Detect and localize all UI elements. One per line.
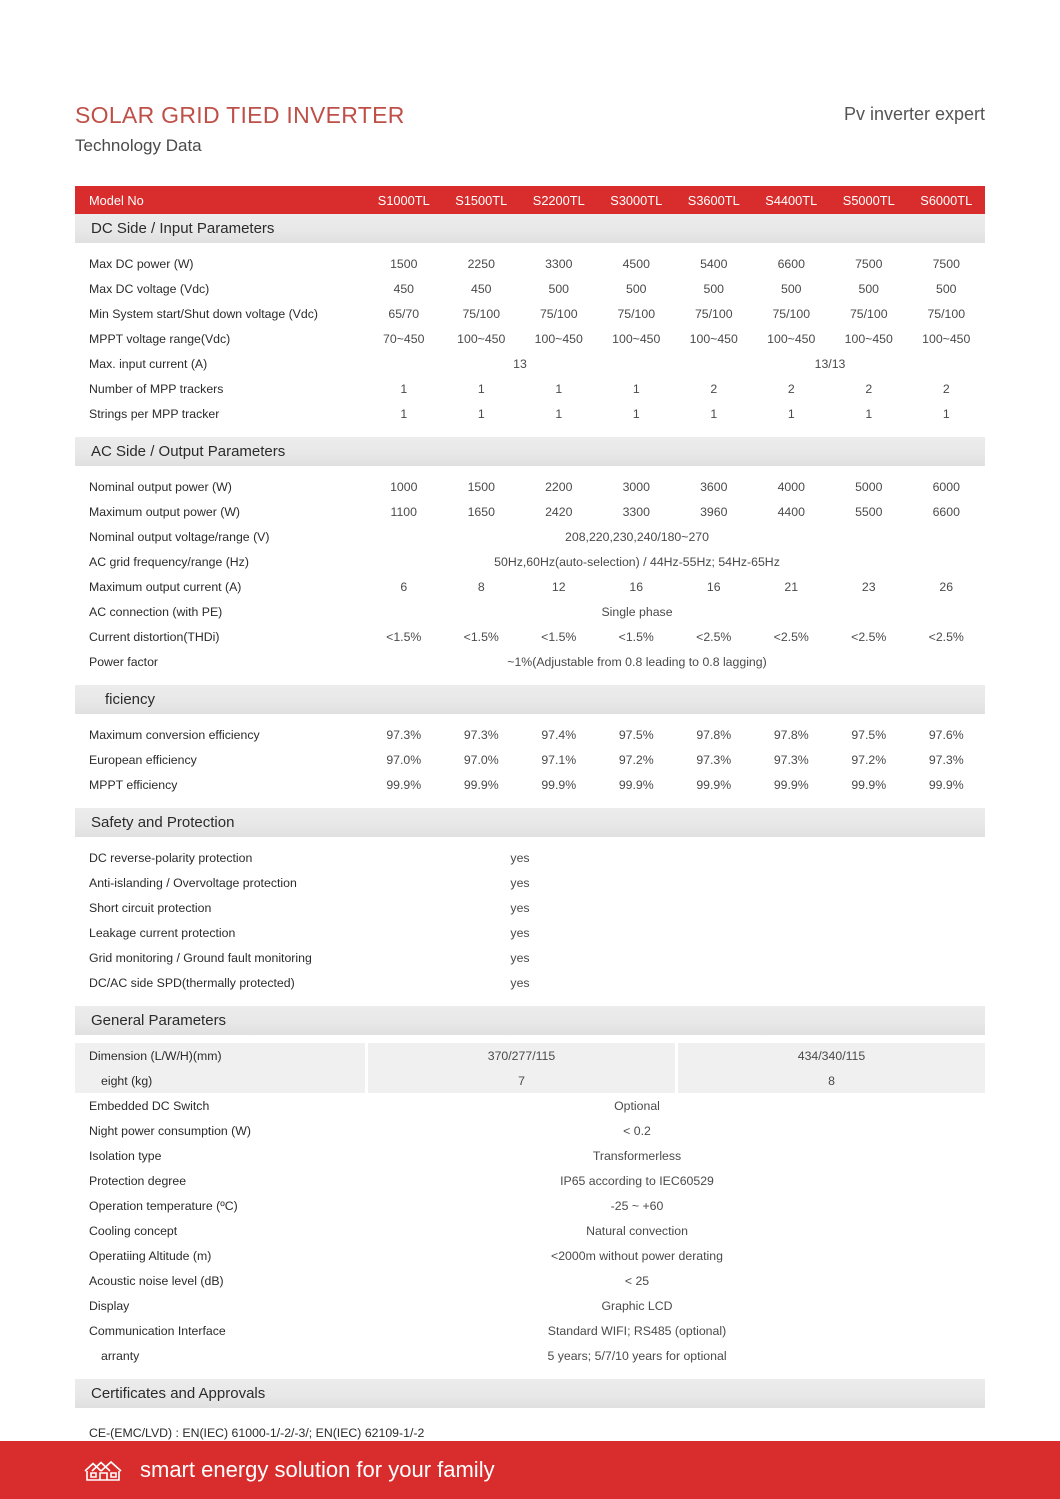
model-column-header: S3600TL xyxy=(687,192,740,208)
row-value-merged: ~1%(Adjustable from 0.8 leading to 0.8 lagging) xyxy=(507,654,767,669)
table-row xyxy=(75,376,985,401)
row-value: 4000 xyxy=(777,479,805,494)
row-value: 23 xyxy=(861,579,876,594)
row-value-group: 13/13 xyxy=(814,356,846,371)
row-value-single: yes xyxy=(510,900,530,915)
row-value: 97.3% xyxy=(463,727,499,742)
row-values xyxy=(365,851,985,865)
model-no-label: Model No xyxy=(89,192,144,208)
row-values xyxy=(365,1174,985,1188)
table-row xyxy=(75,301,985,326)
row-value: 97.1% xyxy=(541,752,577,767)
section-bottom-gap xyxy=(75,1368,985,1379)
section-heading: Certificates and Approvals xyxy=(75,1379,985,1409)
row-values xyxy=(365,257,985,271)
row-values xyxy=(365,1249,985,1263)
row-label: AC connection (with PE) xyxy=(89,604,223,619)
row-value-merged: -25 ~ +60 xyxy=(610,1198,664,1213)
row-value: 2 xyxy=(865,381,873,396)
row-value: 1100 xyxy=(390,504,417,519)
row-value: 5500 xyxy=(855,504,883,519)
row-value-merged: Single phase xyxy=(601,604,673,619)
row-value: 97.4% xyxy=(541,727,577,742)
table-row xyxy=(75,1118,985,1143)
row-value: <2.5% xyxy=(696,629,732,644)
row-label: Max DC power (W) xyxy=(89,256,194,271)
row-label: Max. input current (A) xyxy=(89,356,208,371)
row-value: 500 xyxy=(935,281,957,296)
row-value-block: 7 xyxy=(368,1068,675,1093)
row-values xyxy=(365,580,985,594)
row-value: 75/100 xyxy=(772,306,811,321)
row-value: 97.2% xyxy=(618,752,654,767)
row-value: 99.9% xyxy=(386,777,422,792)
row-value: 70~450 xyxy=(383,331,425,346)
table-row xyxy=(75,1218,985,1243)
row-values xyxy=(365,926,985,940)
row-value-pad xyxy=(675,876,985,890)
row-value-merged: < 25 xyxy=(624,1273,650,1288)
row-value-pad xyxy=(675,951,985,965)
row-label: Short circuit protection xyxy=(89,900,212,915)
row-value: 100~450 xyxy=(767,331,816,346)
row-value: 450 xyxy=(470,281,492,296)
row-value: <2.5% xyxy=(851,629,887,644)
row-value: 3000 xyxy=(622,479,650,494)
row-value: 65/70 xyxy=(388,306,420,321)
table-row xyxy=(75,1243,985,1268)
section-heading: ficiency xyxy=(75,685,985,715)
row-value: 450 xyxy=(393,281,415,296)
row-label: eight (kg) xyxy=(75,1068,365,1093)
row-value-block: 370/277/115 xyxy=(368,1043,675,1068)
row-value: 97.3% xyxy=(386,727,422,742)
row-value: 75/100 xyxy=(462,306,501,321)
row-value-block: 8 xyxy=(678,1068,985,1093)
row-value-merged: Transformerless xyxy=(592,1148,682,1163)
row-value: 5400 xyxy=(700,256,728,271)
row-values xyxy=(365,407,985,421)
row-value: 97.3% xyxy=(928,752,964,767)
table-row xyxy=(75,945,985,970)
page-footer xyxy=(0,1441,1060,1499)
row-value: 500 xyxy=(625,281,647,296)
row-value: 500 xyxy=(703,281,725,296)
section-bottom-gap xyxy=(75,674,985,685)
row-values xyxy=(365,480,985,494)
section-heading: Safety and Protection xyxy=(75,808,985,838)
row-value: 16 xyxy=(629,579,644,594)
row-value: <1.5% xyxy=(541,629,577,644)
row-values xyxy=(365,555,985,569)
row-values xyxy=(365,357,985,371)
table-row xyxy=(75,970,985,995)
row-values xyxy=(365,282,985,296)
table-row xyxy=(75,747,985,772)
home-icon xyxy=(82,1455,126,1485)
section-bottom-gap xyxy=(75,995,985,1006)
row-values xyxy=(365,876,985,890)
row-value: 1 xyxy=(477,381,485,396)
row-label: Acoustic noise level (dB) xyxy=(89,1273,224,1288)
table-row xyxy=(75,1193,985,1218)
page-subtitle: Technology Data xyxy=(75,136,202,155)
row-value: 99.9% xyxy=(696,777,732,792)
row-value: 4500 xyxy=(622,256,650,271)
row-value: 97.8% xyxy=(696,727,732,742)
row-value: 2 xyxy=(710,381,718,396)
row-value-pad xyxy=(675,851,985,865)
row-value: 4400 xyxy=(777,504,805,519)
row-label: Operatiing Altitude (m) xyxy=(89,1248,212,1263)
table-row xyxy=(75,1343,985,1368)
row-value: 1 xyxy=(555,381,563,396)
model-column-header: S1000TL xyxy=(377,192,430,208)
row-value: 75/100 xyxy=(927,306,966,321)
row-value: 26 xyxy=(939,579,954,594)
model-column-header: S1500TL xyxy=(455,192,508,208)
table-row xyxy=(75,401,985,426)
certificates-note: CE-(EMC/LVD) : EN(IEC) 61000-1/-2/-3/; EN(IEC) 62109-1/-2 xyxy=(89,1426,425,1440)
row-label: MPPT efficiency xyxy=(89,777,178,792)
row-label: Maximum output current (A) xyxy=(89,579,242,594)
row-value-single: yes xyxy=(510,950,530,965)
row-value-merged: Graphic LCD xyxy=(601,1298,673,1313)
table-row xyxy=(75,1168,985,1193)
row-values xyxy=(365,1224,985,1238)
table-header-row xyxy=(75,186,985,214)
table-row xyxy=(75,574,985,599)
table-row xyxy=(75,1318,985,1343)
row-value-single: yes xyxy=(510,875,530,890)
row-label: European efficiency xyxy=(89,752,197,767)
section-heading: AC Side / Output Parameters xyxy=(75,437,985,467)
row-value: 100~450 xyxy=(689,331,738,346)
row-value-pad xyxy=(675,901,985,915)
row-value: 75/100 xyxy=(617,306,656,321)
row-value: 2250 xyxy=(467,256,495,271)
row-label: Max DC voltage (Vdc) xyxy=(89,281,210,296)
row-label: Embedded DC Switch xyxy=(89,1098,210,1113)
row-value: 1 xyxy=(710,406,718,421)
row-value-merged: 208,220,230,240/180~270 xyxy=(565,529,709,544)
table-row xyxy=(75,351,985,376)
row-values xyxy=(365,951,985,965)
row-value: 7500 xyxy=(855,256,883,271)
row-value: 500 xyxy=(780,281,802,296)
section-gap xyxy=(75,244,985,251)
row-label: Leakage current protection xyxy=(89,925,236,940)
row-value: 1500 xyxy=(390,256,418,271)
row-value: 3300 xyxy=(545,256,573,271)
section-gap xyxy=(75,838,985,845)
row-values xyxy=(365,976,985,990)
row-value: 5000 xyxy=(855,479,883,494)
row-value: 99.9% xyxy=(463,777,499,792)
row-label: Current distortion(THDi) xyxy=(89,629,220,644)
row-value: <2.5% xyxy=(928,629,964,644)
row-value: 97.0% xyxy=(463,752,499,767)
row-value-merged: <2000m without power derating xyxy=(551,1248,723,1263)
row-value: 99.9% xyxy=(851,777,887,792)
row-value: 97.3% xyxy=(773,752,809,767)
row-label: Number of MPP trackers xyxy=(89,381,224,396)
row-value: 99.9% xyxy=(618,777,654,792)
row-value-merged: Standard WIFI; RS485 (optional) xyxy=(547,1323,727,1338)
row-value: 6000 xyxy=(932,479,960,494)
row-label: Nominal output voltage/range (V) xyxy=(89,529,270,544)
table-row xyxy=(75,722,985,747)
row-value: 1 xyxy=(787,406,795,421)
row-values xyxy=(365,778,985,792)
section-heading: General Parameters xyxy=(75,1006,985,1036)
row-value: 1 xyxy=(942,406,950,421)
row-label: Cooling concept xyxy=(89,1223,178,1238)
row-value: 500 xyxy=(858,281,880,296)
row-value-block: 434/340/115 xyxy=(678,1043,985,1068)
row-value: 1500 xyxy=(467,479,495,494)
model-columns xyxy=(365,193,985,208)
row-value: 99.9% xyxy=(773,777,809,792)
row-value: 97.5% xyxy=(618,727,654,742)
row-value: 1 xyxy=(400,406,408,421)
row-value: 97.5% xyxy=(851,727,887,742)
row-value: 100~450 xyxy=(457,331,506,346)
row-value: 97.2% xyxy=(851,752,887,767)
row-value: 3960 xyxy=(700,504,728,519)
row-label: arranty xyxy=(101,1348,140,1363)
table-row xyxy=(75,649,985,674)
row-value: 3300 xyxy=(622,504,650,519)
row-value: 1 xyxy=(555,406,563,421)
brand-tagline: Pv inverter expert xyxy=(843,104,985,124)
row-value-merged: Natural convection xyxy=(586,1223,688,1238)
page-title: SOLAR GRID TIED INVERTER xyxy=(75,102,405,128)
row-values xyxy=(365,605,985,619)
row-value: 21 xyxy=(784,579,799,594)
row-value-single: yes xyxy=(510,925,530,940)
row-value: 2420 xyxy=(545,504,573,519)
row-label: Strings per MPP tracker xyxy=(89,406,220,421)
row-value: 1 xyxy=(865,406,873,421)
row-values xyxy=(365,530,985,544)
row-values xyxy=(365,901,985,915)
table-row xyxy=(75,624,985,649)
row-label: Dimension (L/W/H)(mm) xyxy=(75,1043,365,1068)
table-row xyxy=(75,599,985,624)
row-value: 97.6% xyxy=(928,727,964,742)
table-row xyxy=(75,772,985,797)
row-value: 1650 xyxy=(467,504,495,519)
table-row xyxy=(75,474,985,499)
row-label: AC grid frequency/range (Hz) xyxy=(89,554,249,569)
row-values xyxy=(365,382,985,396)
row-value: 7500 xyxy=(932,256,960,271)
row-value: 1 xyxy=(477,406,485,421)
row-value-merged: Optional xyxy=(614,1098,660,1113)
row-value: 3600 xyxy=(700,479,728,494)
row-value: 2200 xyxy=(545,479,573,494)
page-header xyxy=(75,100,985,170)
row-values xyxy=(365,307,985,321)
row-values xyxy=(365,1274,985,1288)
row-value: 1000 xyxy=(390,479,418,494)
row-values xyxy=(365,1349,985,1363)
table-row xyxy=(75,895,985,920)
row-values xyxy=(365,1099,985,1113)
row-value: <1.5% xyxy=(386,629,422,644)
table-row xyxy=(75,276,985,301)
row-label: Communication Interface xyxy=(89,1323,226,1338)
row-value-merged: IP65 according to IEC60529 xyxy=(560,1173,714,1188)
row-value: 100~450 xyxy=(612,331,661,346)
table-row xyxy=(75,1068,985,1093)
table-row xyxy=(75,251,985,276)
row-value: 6600 xyxy=(932,504,960,519)
row-value: 1 xyxy=(632,406,640,421)
row-label: Operation temperature (ºC) xyxy=(89,1198,238,1213)
section-bottom-gap xyxy=(75,426,985,437)
row-value: 75/100 xyxy=(849,306,888,321)
row-value: 97.0% xyxy=(386,752,422,767)
row-value-single: yes xyxy=(510,850,530,865)
row-label: MPPT voltage range(Vdc) xyxy=(89,331,231,346)
row-label: Maximum output power (W) xyxy=(89,504,241,519)
row-label: Power factor xyxy=(89,654,159,669)
row-value: 500 xyxy=(548,281,570,296)
row-value: 12 xyxy=(551,579,566,594)
row-value: 16 xyxy=(706,579,721,594)
row-values xyxy=(365,332,985,346)
row-value-group: 13 xyxy=(513,356,527,371)
section-bottom-gap xyxy=(75,797,985,808)
table-row xyxy=(75,326,985,351)
row-value-merged: 50Hz,60Hz(auto-selection) / 44Hz-55Hz; 54Hz-65Hz xyxy=(494,554,780,569)
section-gap xyxy=(75,467,985,474)
row-value: 100~450 xyxy=(922,331,971,346)
table-row xyxy=(75,920,985,945)
row-value: 1 xyxy=(400,381,408,396)
row-value-pad xyxy=(675,976,985,990)
row-value-merged: < 0.2 xyxy=(623,1123,651,1138)
section-gap xyxy=(75,715,985,722)
row-label: Display xyxy=(89,1298,130,1313)
row-values xyxy=(365,753,985,767)
row-values xyxy=(365,1299,985,1313)
row-values xyxy=(365,655,985,669)
row-label: Night power consumption (W) xyxy=(89,1123,251,1138)
row-label: Nominal output power (W) xyxy=(89,479,232,494)
table-row xyxy=(75,870,985,895)
row-values xyxy=(365,728,985,742)
row-label: Maximum conversion efficiency xyxy=(89,727,260,742)
row-label: DC/AC side SPD(thermally protected) xyxy=(89,975,295,990)
row-values xyxy=(365,505,985,519)
row-value: 100~450 xyxy=(534,331,583,346)
row-value: <1.5% xyxy=(463,629,499,644)
row-value: 75/100 xyxy=(539,306,578,321)
model-column-header: S6000TL xyxy=(920,192,973,208)
row-value-pad xyxy=(675,926,985,940)
table-row xyxy=(75,1268,985,1293)
row-value: 2 xyxy=(787,381,795,396)
row-value: 100~450 xyxy=(844,331,893,346)
model-column-header: S5000TL xyxy=(842,192,895,208)
row-value: 99.9% xyxy=(541,777,577,792)
table-row xyxy=(75,549,985,574)
footer-slogan: smart energy solution for your family xyxy=(140,1457,495,1482)
row-values xyxy=(365,1324,985,1338)
section-gap xyxy=(75,1409,985,1416)
row-value: 97.3% xyxy=(696,752,732,767)
table-row xyxy=(75,1093,985,1118)
row-value: 1 xyxy=(632,381,640,396)
table-row xyxy=(75,524,985,549)
row-value: <2.5% xyxy=(773,629,809,644)
row-values xyxy=(365,1199,985,1213)
row-label: Min System start/Shut down voltage (Vdc) xyxy=(89,306,318,321)
row-label: Grid monitoring / Ground fault monitoring xyxy=(89,950,312,965)
row-label: Protection degree xyxy=(89,1173,187,1188)
row-values xyxy=(365,1124,985,1138)
model-column-header: S4400TL xyxy=(765,192,818,208)
table-row xyxy=(75,1143,985,1168)
row-value: 75/100 xyxy=(694,306,733,321)
row-values xyxy=(365,1149,985,1163)
row-value: <1.5% xyxy=(618,629,654,644)
table-row xyxy=(75,1043,985,1068)
row-label: Isolation type xyxy=(89,1148,162,1163)
table-row xyxy=(75,845,985,870)
row-value-merged: 5 years; 5/7/10 years for optional xyxy=(547,1348,727,1363)
row-value: 2 xyxy=(942,381,950,396)
table-row xyxy=(75,1293,985,1318)
table-row xyxy=(75,499,985,524)
model-column-header: S3000TL xyxy=(610,192,663,208)
row-value-single: yes xyxy=(510,975,530,990)
section-heading: DC Side / Input Parameters xyxy=(75,214,985,244)
row-value: 6600 xyxy=(777,256,805,271)
specification-table xyxy=(75,186,985,1450)
model-column-header: S2200TL xyxy=(532,192,585,208)
row-label: Anti-islanding / Overvoltage protection xyxy=(89,875,297,890)
row-value: 6 xyxy=(400,579,408,594)
row-values xyxy=(365,630,985,644)
row-value: 8 xyxy=(477,579,485,594)
row-value: 97.8% xyxy=(773,727,809,742)
row-value: 99.9% xyxy=(928,777,964,792)
row-label: DC reverse-polarity protection xyxy=(89,850,253,865)
section-gap xyxy=(75,1036,985,1043)
